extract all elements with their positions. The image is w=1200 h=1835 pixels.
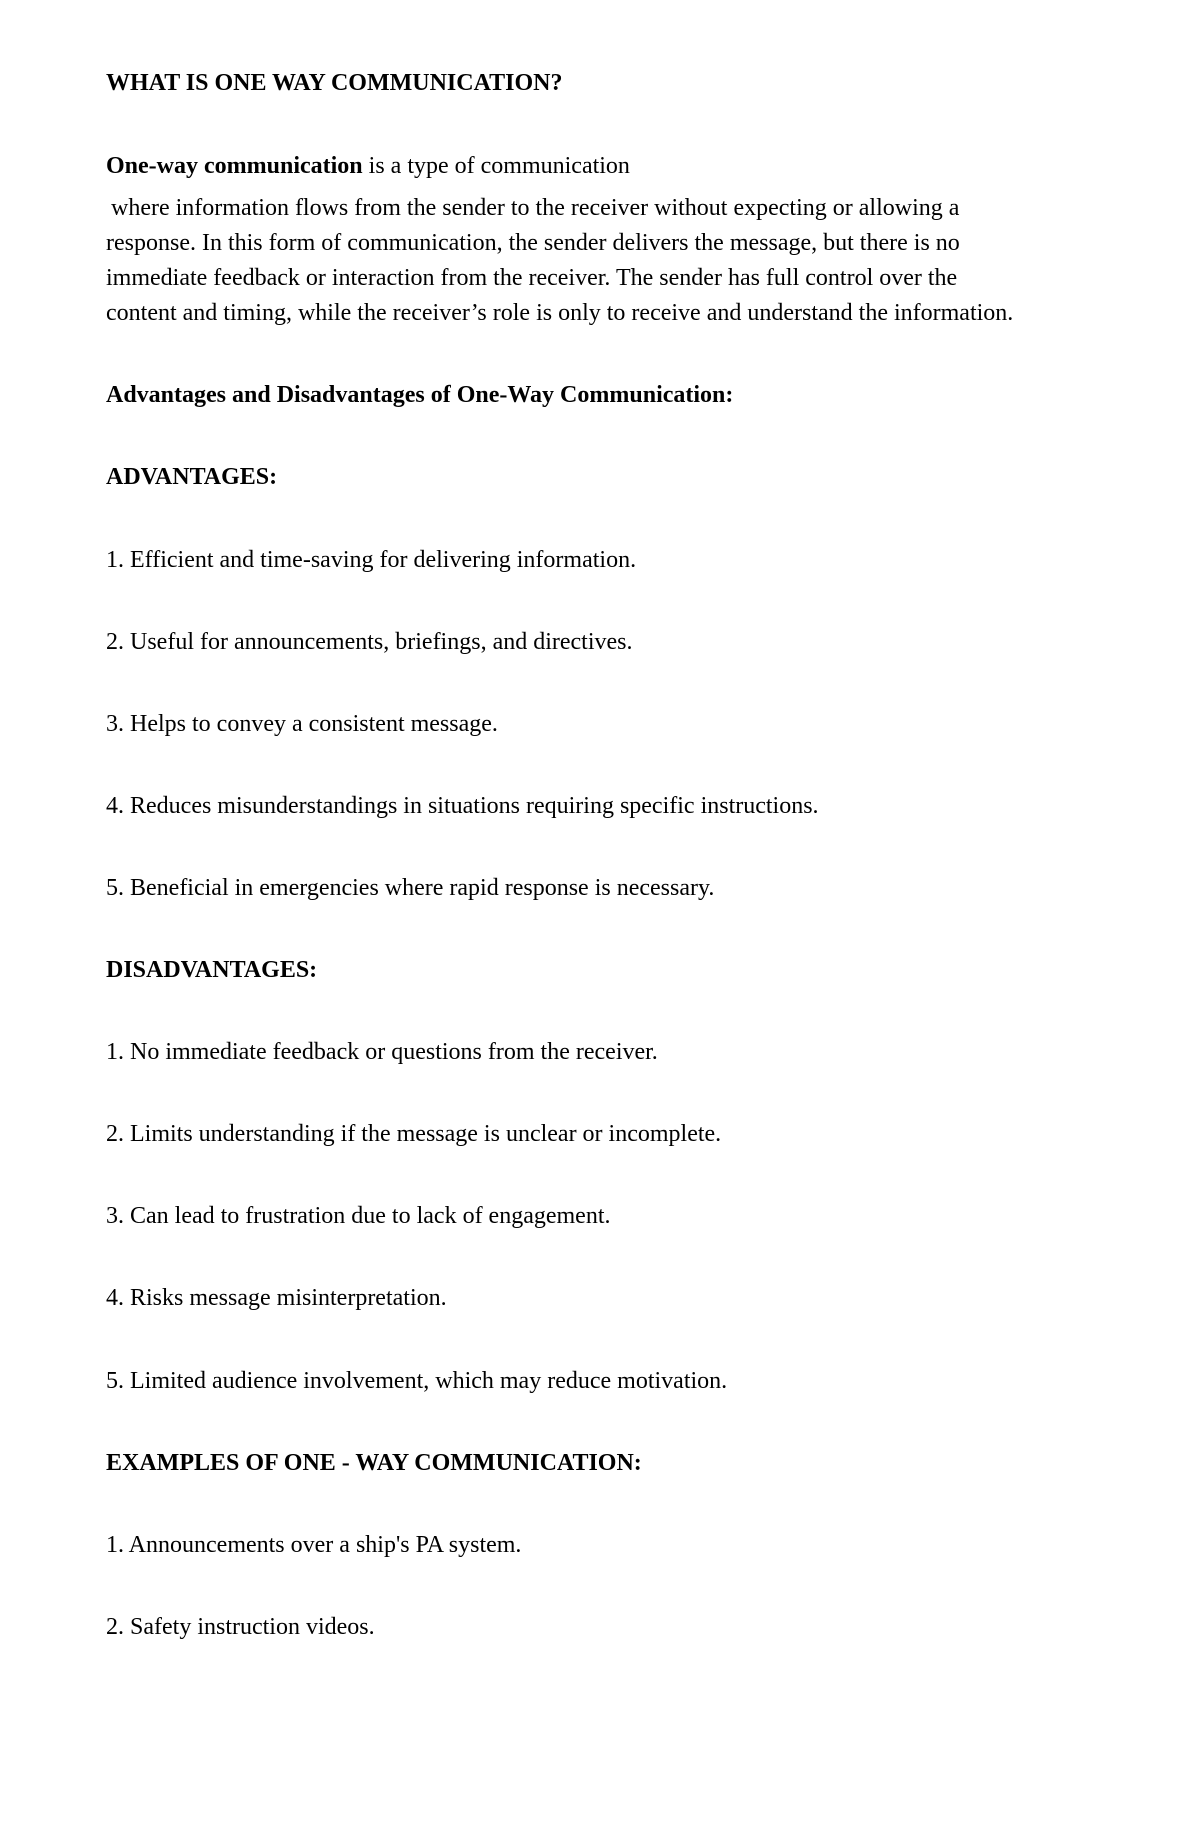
- intro-paragraph-line-2: where information flows from the sender to the receiver without expecting or allowing a: [111, 195, 960, 221]
- advantages-heading: ADVANTAGES:: [106, 464, 278, 490]
- disadvantage-item: 4. Risks message misinterpretation.: [106, 1285, 447, 1311]
- advantage-item: 2. Useful for announcements, briefings, and directives.: [106, 629, 633, 655]
- intro-term: One-way communication: [106, 153, 363, 179]
- disadvantage-item: 3. Can lead to frustration due to lack of engagement.: [106, 1203, 611, 1229]
- advantage-item: 4. Reduces misunderstandings in situations requiring specific instructions.: [106, 793, 819, 819]
- disadvantage-item: 2. Limits understanding if the message is unclear or incomplete.: [106, 1121, 722, 1147]
- disadvantages-heading: DISADVANTAGES:: [106, 957, 318, 983]
- intro-paragraph-line-1: [106, 151, 630, 181]
- examples-heading: EXAMPLES OF ONE - WAY COMMUNICATION:: [106, 1450, 642, 1476]
- intro-first-line-rest: is a type of communication: [362, 153, 630, 179]
- advantage-item: 1. Efficient and time-saving for delivering information.: [106, 547, 637, 573]
- document-title: WHAT IS ONE WAY COMMUNICATION?: [106, 70, 563, 96]
- intro-paragraph-line-3: response. In this form of communication, the sender delivers the message, but there is no: [106, 230, 960, 256]
- intro-paragraph-line-4: immediate feedback or interaction from the receiver. The sender has full control over the: [106, 265, 958, 291]
- advantage-item: 5. Beneficial in emergencies where rapid response is necessary.: [106, 875, 715, 901]
- advantage-item: 3. Helps to convey a consistent message.: [106, 711, 498, 737]
- disadvantage-item: 5. Limited audience involvement, which may reduce motivation.: [106, 1368, 728, 1394]
- example-item: 1. Announcements over a ship's PA system.: [106, 1532, 522, 1558]
- example-item: 2. Safety instruction videos.: [106, 1614, 375, 1640]
- disadvantage-item: 1. No immediate feedback or questions from the receiver.: [106, 1039, 658, 1065]
- subheading: Advantages and Disadvantages of One-Way Communication:: [106, 382, 734, 408]
- intro-paragraph-line-5: content and timing, while the receiver’s role is only to receive and understand the information.: [106, 300, 1014, 326]
